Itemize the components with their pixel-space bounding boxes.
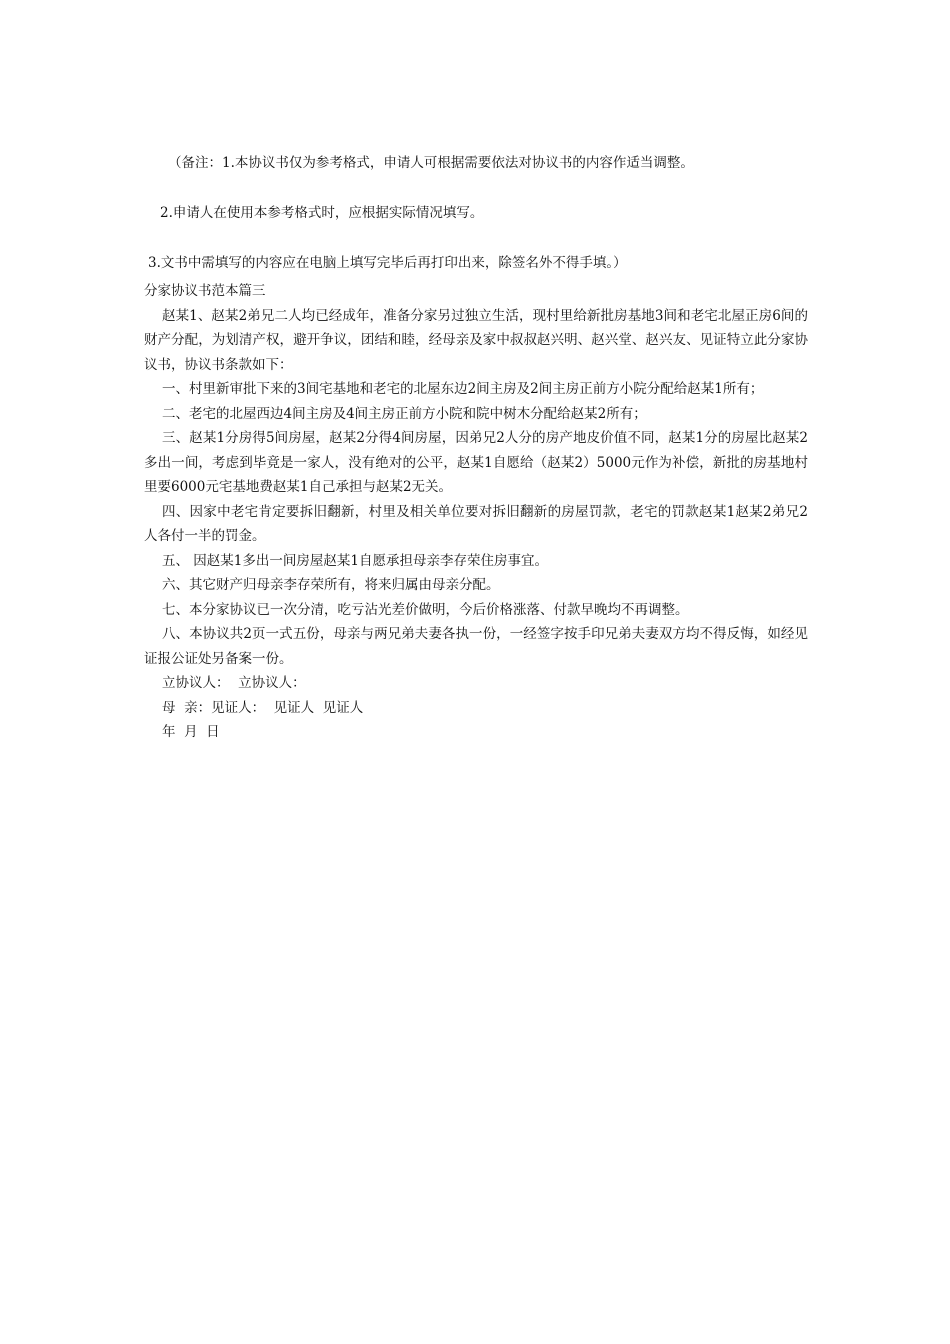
clause-8: 八、本协议共2页一式五份，母亲与两兄弟夫妻各执一份，一经签字按手印兄弟夫妻双方均不得反悔，如经见证报公证处另备案一份。	[144, 626, 808, 667]
signature-date: 年 月 日	[162, 724, 220, 740]
clause-4: 四、因家中老宅肯定要拆旧翻新，村里及相关单位要对拆旧翻新的房屋罚款，老宅的罚款赵某1赵某2弟兄2人各付一半的罚金。	[144, 503, 808, 544]
clause-5: 五、 因赵某1多出一间房屋赵某1自愿承担母亲李存荣住房事宜。	[162, 552, 548, 569]
remark-line-1: （备注：1.本协议书仅为参考格式，申请人可根据需要依法对协议书的内容作适当调整。	[168, 155, 694, 171]
clause-7: 七、本分家协议已一次分清，吃亏沾光差价做明，今后价格涨落、付款早晚均不再调整。	[162, 601, 689, 618]
remark-line-3: 3.文书中需填写的内容应在电脑上填写完毕后再打印出来，除签名外不得手填。）	[148, 255, 627, 271]
clause-3: 三、赵某1分房得5间房屋，赵某2分得4间房屋，因弟兄2人分的房产地皮价值不同，赵某1分的房屋比赵某2多出一间，考虑到毕竟是一家人，没有绝对的公平，赵某1自愿给（赵某2）5000元作为补偿，新批的房基地村里要6000元宅基地费赵某1自己承担与赵某2无关。	[144, 430, 808, 495]
signature-parties: 立协议人： 立协议人：	[162, 675, 306, 691]
agreement-body	[144, 279, 808, 745]
signature-witnesses: 母 亲：见证人： 见证人 见证人	[162, 699, 364, 716]
clause-6: 六、其它财产归母亲李存荣所有，将来归属由母亲分配。	[162, 577, 500, 593]
document-title: 分家协议书范本篇三	[144, 283, 266, 299]
remarks-section	[144, 150, 824, 276]
clause-1: 一、村里新审批下来的3间宅基地和老宅的北屋东边2间主房及2间主房正前方小院分配给赵某1所有；	[162, 381, 764, 397]
clause-2: 二、老宅的北屋西边4间主房及4间主房正前方小院和院中树木分配给赵某2所有；	[162, 405, 647, 422]
intro-paragraph: 赵某1、赵某2弟兄二人均已经成年，准备分家另过独立生活，现村里给新批房基地3间和老宅北屋正房6间的财产分配，为划清产权，避开争议，团结和睦，经母亲及家中叔叔赵兴明、赵兴堂、赵兴友、见证特立此分家协议书，协议书条款如下：	[144, 307, 808, 373]
remark-line-2: 2.申请人在使用本参考格式时，应根据实际情况填写。	[160, 205, 484, 221]
